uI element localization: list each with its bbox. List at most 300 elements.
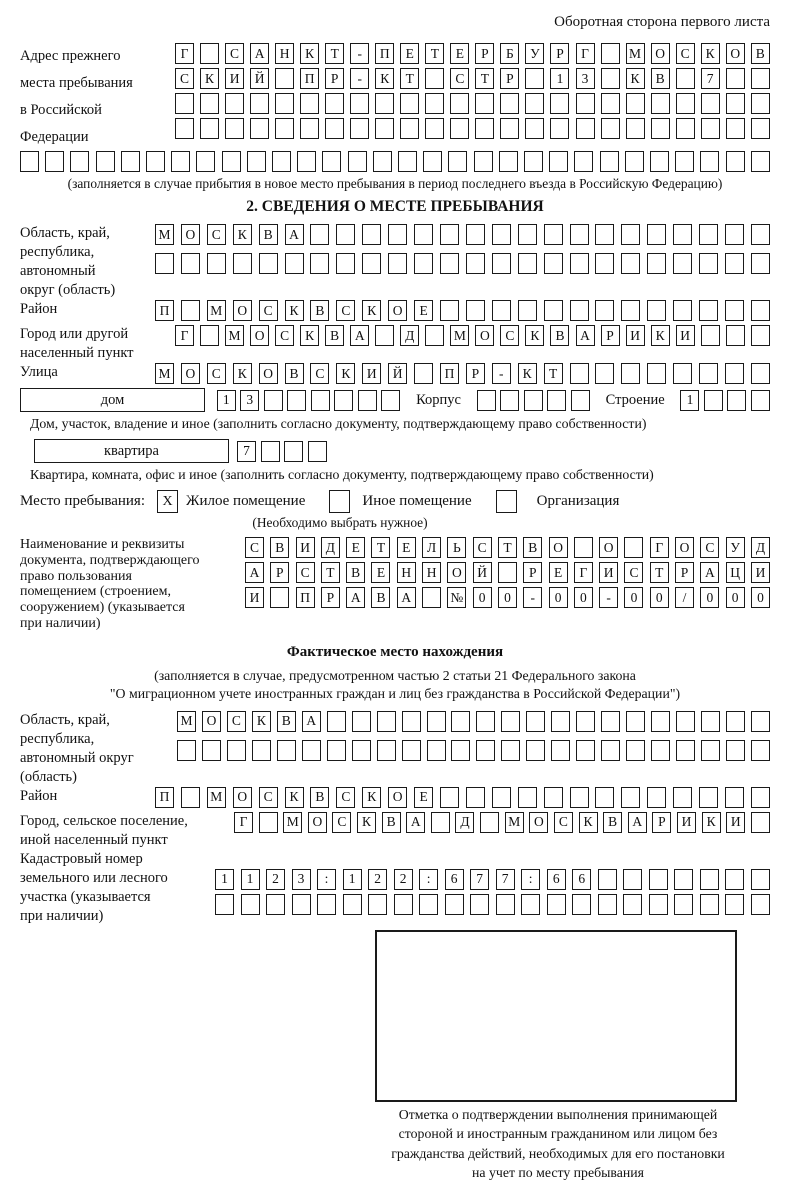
char-box[interactable]	[673, 253, 692, 274]
char-box[interactable]: В	[310, 787, 329, 808]
char-box[interactable]: П	[440, 363, 459, 384]
char-box[interactable]: Т	[475, 68, 494, 89]
char-box[interactable]: Ь	[447, 537, 466, 558]
char-box[interactable]: О	[651, 43, 670, 64]
char-box[interactable]	[673, 224, 692, 245]
char-box[interactable]: К	[357, 812, 376, 833]
char-box[interactable]: В	[651, 68, 670, 89]
char-box[interactable]	[621, 787, 640, 808]
char-box[interactable]: В	[277, 711, 296, 732]
char-box[interactable]	[751, 390, 770, 411]
char-box[interactable]	[726, 711, 745, 732]
char-box[interactable]: А	[346, 587, 365, 608]
char-box[interactable]	[598, 894, 617, 915]
char-box[interactable]: О	[259, 363, 278, 384]
char-box[interactable]	[673, 300, 692, 321]
char-box[interactable]: 1	[241, 869, 260, 890]
char-box[interactable]: -	[523, 587, 542, 608]
char-box[interactable]: К	[375, 68, 394, 89]
char-box[interactable]	[647, 253, 666, 274]
char-box[interactable]	[480, 812, 499, 833]
char-box[interactable]	[725, 224, 744, 245]
char-box[interactable]	[544, 787, 563, 808]
char-box[interactable]: Е	[549, 562, 568, 583]
char-box[interactable]: А	[576, 325, 595, 346]
char-box[interactable]	[425, 93, 444, 114]
char-box[interactable]	[450, 118, 469, 139]
char-box[interactable]	[574, 537, 593, 558]
char-box[interactable]: В	[603, 812, 622, 833]
char-box[interactable]: №	[447, 587, 466, 608]
char-box[interactable]: Д	[400, 325, 419, 346]
char-box[interactable]: Р	[652, 812, 671, 833]
char-box[interactable]	[676, 711, 695, 732]
char-box[interactable]	[45, 151, 64, 172]
char-box[interactable]	[373, 151, 392, 172]
char-box[interactable]	[570, 787, 589, 808]
char-box[interactable]	[725, 253, 744, 274]
char-box[interactable]	[726, 740, 745, 761]
char-box[interactable]: О	[549, 537, 568, 558]
char-box[interactable]: 2	[394, 869, 413, 890]
char-box[interactable]: К	[285, 787, 304, 808]
char-box[interactable]	[549, 151, 568, 172]
char-box[interactable]	[233, 253, 252, 274]
char-box[interactable]	[287, 390, 306, 411]
char-box[interactable]	[651, 118, 670, 139]
char-box[interactable]	[601, 118, 620, 139]
char-box[interactable]: 3	[292, 869, 311, 890]
char-box[interactable]: К	[362, 787, 381, 808]
char-box[interactable]: Т	[321, 562, 340, 583]
char-box[interactable]	[423, 151, 442, 172]
char-box[interactable]: С	[207, 363, 226, 384]
char-box[interactable]	[651, 740, 670, 761]
char-box[interactable]: О	[181, 224, 200, 245]
char-box[interactable]	[450, 93, 469, 114]
char-box[interactable]	[475, 118, 494, 139]
char-box[interactable]: :	[317, 869, 336, 890]
char-box[interactable]	[700, 151, 719, 172]
char-box[interactable]	[325, 118, 344, 139]
char-box[interactable]	[500, 93, 519, 114]
char-box[interactable]: 0	[574, 587, 593, 608]
char-box[interactable]: П	[296, 587, 315, 608]
char-box[interactable]: К	[252, 711, 271, 732]
char-box[interactable]: М	[155, 363, 174, 384]
char-box[interactable]	[701, 93, 720, 114]
char-box[interactable]: В	[285, 363, 304, 384]
char-box[interactable]	[431, 812, 450, 833]
char-box[interactable]	[302, 740, 321, 761]
char-box[interactable]: Ц	[726, 562, 745, 583]
char-box[interactable]	[518, 787, 537, 808]
char-box[interactable]: К	[579, 812, 598, 833]
char-box[interactable]	[751, 118, 770, 139]
char-box[interactable]: О	[181, 363, 200, 384]
char-box[interactable]	[425, 118, 444, 139]
char-box[interactable]	[500, 390, 519, 411]
char-box[interactable]	[414, 224, 433, 245]
char-box[interactable]: М	[450, 325, 469, 346]
char-box[interactable]	[466, 300, 485, 321]
char-box[interactable]	[647, 363, 666, 384]
char-box[interactable]: Р	[675, 562, 694, 583]
char-box[interactable]: Д	[751, 537, 770, 558]
char-box[interactable]: Е	[450, 43, 469, 64]
char-box[interactable]	[264, 390, 283, 411]
char-box[interactable]	[595, 224, 614, 245]
char-box[interactable]	[277, 740, 296, 761]
char-box[interactable]	[600, 151, 619, 172]
char-box[interactable]: Й	[250, 68, 269, 89]
char-box[interactable]	[327, 740, 346, 761]
char-box[interactable]	[247, 151, 266, 172]
char-box[interactable]: К	[701, 43, 720, 64]
char-box[interactable]	[448, 151, 467, 172]
char-box[interactable]: В	[346, 562, 365, 583]
char-box[interactable]: М	[505, 812, 524, 833]
char-box[interactable]	[196, 151, 215, 172]
char-box[interactable]	[626, 93, 645, 114]
char-box[interactable]: О	[233, 787, 252, 808]
char-box[interactable]: В	[382, 812, 401, 833]
char-box[interactable]	[674, 869, 693, 890]
char-box[interactable]: М	[626, 43, 645, 64]
char-box[interactable]	[474, 151, 493, 172]
char-box[interactable]	[704, 390, 723, 411]
char-box[interactable]	[725, 894, 744, 915]
char-box[interactable]	[601, 740, 620, 761]
char-box[interactable]: Р	[500, 68, 519, 89]
char-box[interactable]: П	[155, 787, 174, 808]
char-box[interactable]	[675, 151, 694, 172]
char-box[interactable]	[576, 740, 595, 761]
char-box[interactable]: Н	[397, 562, 416, 583]
char-box[interactable]	[422, 587, 441, 608]
char-box[interactable]: -	[350, 68, 369, 89]
char-box[interactable]	[292, 894, 311, 915]
char-box[interactable]	[377, 711, 396, 732]
char-box[interactable]	[751, 325, 770, 346]
char-box[interactable]: Й	[388, 363, 407, 384]
char-box[interactable]	[570, 300, 589, 321]
char-box[interactable]	[601, 43, 620, 64]
char-box[interactable]: С	[554, 812, 573, 833]
char-box[interactable]	[375, 118, 394, 139]
char-box[interactable]	[700, 869, 719, 890]
char-box[interactable]	[202, 740, 221, 761]
char-box[interactable]: А	[245, 562, 264, 583]
char-box[interactable]	[496, 894, 515, 915]
char-box[interactable]	[595, 787, 614, 808]
char-box[interactable]	[623, 894, 642, 915]
char-box[interactable]	[621, 224, 640, 245]
char-box[interactable]: В	[523, 537, 542, 558]
char-box[interactable]: С	[700, 537, 719, 558]
char-box[interactable]: Г	[576, 43, 595, 64]
char-box[interactable]	[626, 118, 645, 139]
char-box[interactable]: Д	[455, 812, 474, 833]
char-box[interactable]: 2	[368, 869, 387, 890]
char-box[interactable]: К	[626, 68, 645, 89]
char-box[interactable]	[524, 151, 543, 172]
char-box[interactable]: М	[283, 812, 302, 833]
char-box[interactable]	[285, 253, 304, 274]
char-box[interactable]: А	[250, 43, 269, 64]
char-box[interactable]: С	[332, 812, 351, 833]
char-box[interactable]	[427, 740, 446, 761]
char-box[interactable]: Р	[466, 363, 485, 384]
char-box[interactable]: И	[362, 363, 381, 384]
char-box[interactable]	[402, 711, 421, 732]
char-box[interactable]	[525, 118, 544, 139]
char-box[interactable]: О	[599, 537, 618, 558]
char-box[interactable]	[252, 740, 271, 761]
char-box[interactable]: К	[233, 363, 252, 384]
char-box[interactable]	[570, 253, 589, 274]
char-box[interactable]: Г	[234, 812, 253, 833]
char-box[interactable]: Л	[422, 537, 441, 558]
char-box[interactable]	[526, 740, 545, 761]
char-box[interactable]	[300, 93, 319, 114]
char-box[interactable]	[699, 224, 718, 245]
char-box[interactable]: И	[751, 562, 770, 583]
char-box[interactable]: Е	[414, 787, 433, 808]
char-box[interactable]	[177, 740, 196, 761]
char-box[interactable]: О	[233, 300, 252, 321]
char-box[interactable]	[751, 787, 770, 808]
char-box[interactable]	[726, 325, 745, 346]
char-box[interactable]: В	[751, 43, 770, 64]
char-box[interactable]: С	[207, 224, 226, 245]
char-box[interactable]	[322, 151, 341, 172]
char-box[interactable]: А	[285, 224, 304, 245]
char-box[interactable]	[275, 93, 294, 114]
char-box[interactable]	[70, 151, 89, 172]
char-box[interactable]	[402, 740, 421, 761]
char-box[interactable]	[225, 118, 244, 139]
char-box[interactable]	[375, 325, 394, 346]
char-box[interactable]	[334, 390, 353, 411]
char-box[interactable]: Г	[574, 562, 593, 583]
char-box[interactable]: К	[362, 300, 381, 321]
char-box[interactable]	[400, 93, 419, 114]
char-box[interactable]: Д	[321, 537, 340, 558]
char-box[interactable]	[275, 118, 294, 139]
char-box[interactable]	[440, 787, 459, 808]
char-box[interactable]	[475, 93, 494, 114]
char-box[interactable]: С	[676, 43, 695, 64]
char-box[interactable]	[650, 151, 669, 172]
char-box[interactable]: -	[599, 587, 618, 608]
char-box[interactable]: 7	[470, 869, 489, 890]
char-box[interactable]	[394, 894, 413, 915]
char-box[interactable]: В	[310, 300, 329, 321]
char-box[interactable]: Р	[270, 562, 289, 583]
char-box[interactable]	[317, 894, 336, 915]
char-box[interactable]	[751, 711, 770, 732]
char-box[interactable]: 1	[550, 68, 569, 89]
char-box[interactable]	[362, 253, 381, 274]
char-box[interactable]	[200, 43, 219, 64]
char-box[interactable]: 3	[576, 68, 595, 89]
char-box[interactable]	[181, 787, 200, 808]
char-box[interactable]: И	[677, 812, 696, 833]
char-box[interactable]: К	[525, 325, 544, 346]
char-box[interactable]	[621, 363, 640, 384]
char-box[interactable]	[259, 812, 278, 833]
char-box[interactable]	[155, 253, 174, 274]
char-box[interactable]	[625, 151, 644, 172]
char-box[interactable]	[699, 300, 718, 321]
char-box[interactable]	[726, 93, 745, 114]
char-box[interactable]	[751, 894, 770, 915]
char-box[interactable]	[425, 325, 444, 346]
char-box[interactable]	[544, 253, 563, 274]
char-box[interactable]	[270, 587, 289, 608]
char-box[interactable]: 0	[751, 587, 770, 608]
char-box[interactable]: Р	[523, 562, 542, 583]
char-box[interactable]	[241, 894, 260, 915]
char-box[interactable]	[570, 363, 589, 384]
char-box[interactable]	[595, 253, 614, 274]
char-box[interactable]	[595, 363, 614, 384]
char-box[interactable]: О	[202, 711, 221, 732]
char-box[interactable]: С	[245, 537, 264, 558]
char-box[interactable]: О	[308, 812, 327, 833]
char-box[interactable]	[649, 869, 668, 890]
char-box[interactable]	[649, 894, 668, 915]
char-box[interactable]	[215, 894, 234, 915]
char-box[interactable]	[701, 325, 720, 346]
char-box[interactable]	[476, 740, 495, 761]
char-box[interactable]: Е	[400, 43, 419, 64]
char-box[interactable]: К	[651, 325, 670, 346]
char-box[interactable]	[701, 118, 720, 139]
char-box[interactable]	[146, 151, 165, 172]
char-box[interactable]	[725, 869, 744, 890]
char-box[interactable]: П	[375, 43, 394, 64]
char-box[interactable]	[440, 253, 459, 274]
char-box[interactable]	[492, 787, 511, 808]
char-box[interactable]	[96, 151, 115, 172]
char-box[interactable]	[701, 711, 720, 732]
char-box[interactable]: 0	[549, 587, 568, 608]
char-box[interactable]: И	[599, 562, 618, 583]
char-box[interactable]: М	[207, 787, 226, 808]
char-box[interactable]	[310, 224, 329, 245]
char-box[interactable]	[647, 300, 666, 321]
char-box[interactable]	[601, 711, 620, 732]
char-box[interactable]: О	[447, 562, 466, 583]
char-box[interactable]: 6	[547, 869, 566, 890]
char-box[interactable]: :	[419, 869, 438, 890]
char-box[interactable]: 3	[240, 390, 259, 411]
char-box[interactable]	[624, 537, 643, 558]
char-box[interactable]: О	[250, 325, 269, 346]
char-box[interactable]: К	[518, 363, 537, 384]
char-box[interactable]: А	[628, 812, 647, 833]
char-box[interactable]: Н	[422, 562, 441, 583]
char-box[interactable]	[751, 363, 770, 384]
char-box[interactable]	[492, 300, 511, 321]
char-box[interactable]	[699, 787, 718, 808]
char-box[interactable]	[310, 253, 329, 274]
char-box[interactable]: С	[336, 300, 355, 321]
char-box[interactable]: А	[350, 325, 369, 346]
char-box[interactable]: В	[270, 537, 289, 558]
char-box[interactable]	[207, 253, 226, 274]
char-box[interactable]	[571, 390, 590, 411]
char-box[interactable]	[362, 224, 381, 245]
char-box[interactable]	[336, 224, 355, 245]
char-box[interactable]: К	[233, 224, 252, 245]
char-box[interactable]: 0	[624, 587, 643, 608]
char-box[interactable]	[352, 740, 371, 761]
char-box[interactable]: Т	[425, 43, 444, 64]
char-box[interactable]: -	[492, 363, 511, 384]
char-box[interactable]	[751, 224, 770, 245]
char-box[interactable]: А	[406, 812, 425, 833]
char-box[interactable]	[425, 68, 444, 89]
char-box[interactable]: 0	[473, 587, 492, 608]
char-box[interactable]: С	[450, 68, 469, 89]
char-box[interactable]	[647, 787, 666, 808]
char-box[interactable]	[20, 151, 39, 172]
char-box[interactable]: К	[336, 363, 355, 384]
char-box[interactable]: Г	[650, 537, 669, 558]
char-box[interactable]: Т	[400, 68, 419, 89]
char-box[interactable]	[400, 118, 419, 139]
char-box[interactable]	[440, 300, 459, 321]
char-box[interactable]: А	[397, 587, 416, 608]
char-box[interactable]	[524, 390, 543, 411]
char-box[interactable]	[200, 118, 219, 139]
char-box[interactable]	[181, 253, 200, 274]
char-box[interactable]	[348, 151, 367, 172]
char-box[interactable]	[200, 93, 219, 114]
char-box[interactable]: Р	[325, 68, 344, 89]
char-box[interactable]: М	[155, 224, 174, 245]
char-box[interactable]	[550, 93, 569, 114]
char-box[interactable]: О	[475, 325, 494, 346]
char-box[interactable]	[350, 93, 369, 114]
char-box[interactable]	[521, 894, 540, 915]
char-box[interactable]	[343, 894, 362, 915]
char-box[interactable]	[700, 894, 719, 915]
char-box[interactable]	[261, 441, 280, 462]
char-box[interactable]	[381, 390, 400, 411]
char-box[interactable]: Г	[175, 325, 194, 346]
char-box[interactable]	[358, 390, 377, 411]
char-box[interactable]: 7	[701, 68, 720, 89]
char-box[interactable]	[501, 740, 520, 761]
char-box[interactable]: Г	[175, 43, 194, 64]
char-box[interactable]	[647, 224, 666, 245]
char-box[interactable]: М	[207, 300, 226, 321]
char-box[interactable]	[227, 740, 246, 761]
char-box[interactable]	[171, 151, 190, 172]
char-box[interactable]: М	[177, 711, 196, 732]
char-box[interactable]	[751, 253, 770, 274]
char-box[interactable]	[621, 300, 640, 321]
char-box[interactable]: К	[300, 325, 319, 346]
char-box[interactable]	[398, 151, 417, 172]
char-box[interactable]: Е	[346, 537, 365, 558]
char-box[interactable]	[676, 93, 695, 114]
char-box[interactable]	[492, 224, 511, 245]
